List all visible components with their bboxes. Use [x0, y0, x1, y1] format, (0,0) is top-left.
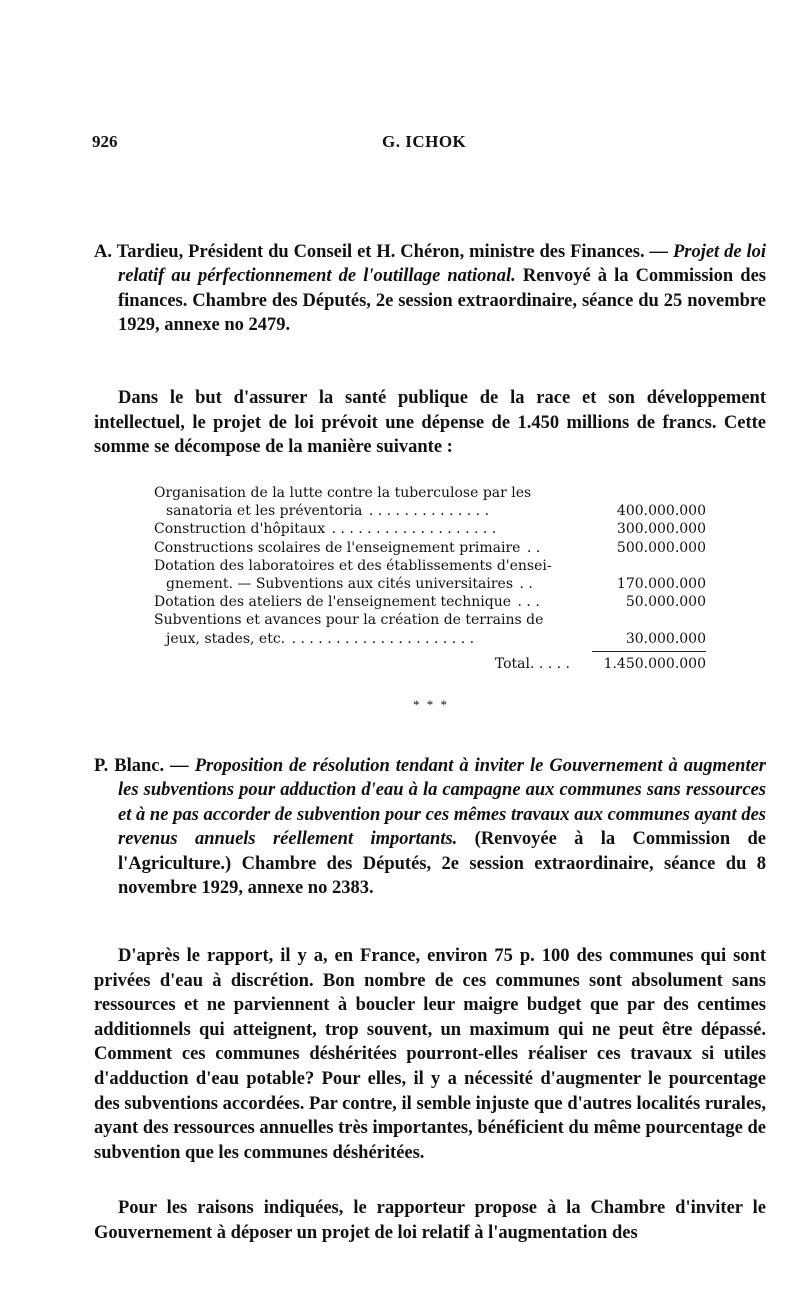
entry2-author: P. Blanc — [94, 756, 160, 776]
page-header — [92, 132, 692, 156]
paragraph-1: Dans le but d'assurer la santé publique de la race et son développement intellectuel, le projet de loi prévoit une dépense de 1.450 millions de francs. Cette somme se décompose de la manière suivante : — [94, 388, 766, 458]
table-row — [154, 593, 706, 611]
table-row-label: Organisation de la lutte contre la tuberculose par les — [154, 485, 532, 501]
table-row — [154, 575, 706, 593]
entry1-title: Projet de loi relatif au pérfectionnement de l'outillage national. — [118, 242, 766, 287]
leader-dots: . . . . . . . . . . . . . . . . . . . . . — [291, 630, 475, 647]
paragraph-3: Pour les raisons indiquées, le rapporteur propose à la Chambre d'inviter le Gouvernement à déposer un projet de loi relatif à l'augmentation des — [94, 1198, 766, 1243]
total-rule — [592, 651, 706, 652]
entry1-details: Renvoyé à la Commission des finances. Chambre des Députés, 2e session extraordinaire, séance du 25 novembre 1929, annexe no 2479. — [118, 266, 767, 336]
page-number: 926 — [92, 132, 118, 151]
entry2-dash: . — — [159, 756, 195, 776]
table-row-label: sanatoria et les préventoria . . . . . . . . . . . . . . — [166, 503, 490, 520]
leader-dots: . . — [526, 539, 541, 556]
budget-table — [154, 484, 706, 673]
entry1-author2-role: , ministre des Finances. — — [459, 242, 673, 262]
entry1-author1: A. Tardieu — [94, 242, 179, 262]
leader-dots: . . . — [517, 594, 540, 611]
table-row-label: Subventions et avances pour la création de terrains de — [154, 612, 544, 629]
table-row-amount: 30.000.000 — [625, 630, 706, 647]
total-label: Total. . . . . — [494, 655, 570, 672]
table-row — [154, 520, 706, 538]
leader-dots: . . — [519, 576, 533, 593]
separator-stars: * * * — [413, 697, 447, 712]
entry2-title: Proposition de résolution tendant à inviter le Gouvernement à augmenter les subventions pour adduction d'eau à la campagne aux communes sans ressources et à ne pas accorder de subvention pour ces mêmes travaux aux communes ayant des revenus annuels réellement importants. — [118, 756, 767, 850]
section-separator — [410, 697, 450, 730]
table-row-label: Constructions scolaires de l'enseignement primaire . . — [154, 539, 541, 556]
table-row-label: Dotation des ateliers de l'enseignement technique . . . — [154, 594, 540, 611]
table-row — [154, 630, 706, 648]
table-row — [154, 557, 706, 575]
table-row — [154, 611, 706, 629]
entry1-author1-role: , Président du Conseil et — [178, 242, 377, 262]
paragraph-2: D'après le rapport, il y a, en France, environ 75 p. 100 des communes qui sont privées d'eau à discrétion. Bon nombre de ces communes sont absolument sans ressources et ne parviennent à boucler leur maigre budget que par des centimes additionnels qui atteignent, trop souvent, un maximum qui ne peut être dépassé. Comment ces communes déshéritées pourront-elles réaliser ces travaux si utiles d'adduction d'eau potable? Pour elles, il y a nécessité d'augmenter le pourcentage des subventions accordées. Par contre, il semble injuste que d'autres localités rurales, ayant des ressources annuelles très importantes, bénéficient du même pourcentage de subvention que les communes déshéritées. — [94, 946, 766, 1163]
running-title: G. ICHOK — [382, 132, 467, 151]
entry2-details: (Renvoyée à la Commission de l'Agriculture.) Chambre des Députés, 2e session extraordinaire, séance du 8 novembre 1929, annexe no 2383. — [118, 829, 766, 899]
entry1-author2: H. Chéron — [376, 242, 460, 262]
table-row-label: Construction d'hôpitaux . . . . . . . . . . . . . . . . . . . — [154, 521, 497, 538]
leader-dots: . . . . . . . . . . . . . . . . . . . — [331, 521, 497, 538]
table-total-row — [154, 655, 706, 673]
table-row-amount: 300.000.000 — [616, 521, 706, 538]
table-row-amount: 400.000.000 — [616, 503, 706, 520]
table-row-label: Dotation des laboratoires et des établissements d'ensei- — [154, 557, 552, 574]
table-row-amount: 170.000.000 — [616, 576, 706, 593]
bibliography-entry-1 — [94, 240, 766, 338]
table-row-amount — [582, 557, 706, 575]
total-amount: 1.450.000.000 — [603, 655, 706, 672]
table-row-amount: 500.000.000 — [616, 539, 706, 556]
table-row-label: jeux, stades, etc. . . . . . . . . . . . . . . . . . . . . . — [166, 630, 475, 647]
table-row — [154, 484, 706, 502]
table-row-amount — [582, 611, 706, 629]
bibliography-entry-2 — [94, 754, 766, 900]
table-row-amount — [582, 484, 706, 502]
table-row — [154, 539, 706, 557]
table-row — [154, 502, 706, 520]
table-row-amount: 50.000.000 — [625, 594, 706, 611]
leader-dots: . . . . . . . . . . . . . . — [368, 503, 490, 520]
table-row-label: gnement. — Subventions aux cités universitaires . . — [166, 576, 533, 593]
